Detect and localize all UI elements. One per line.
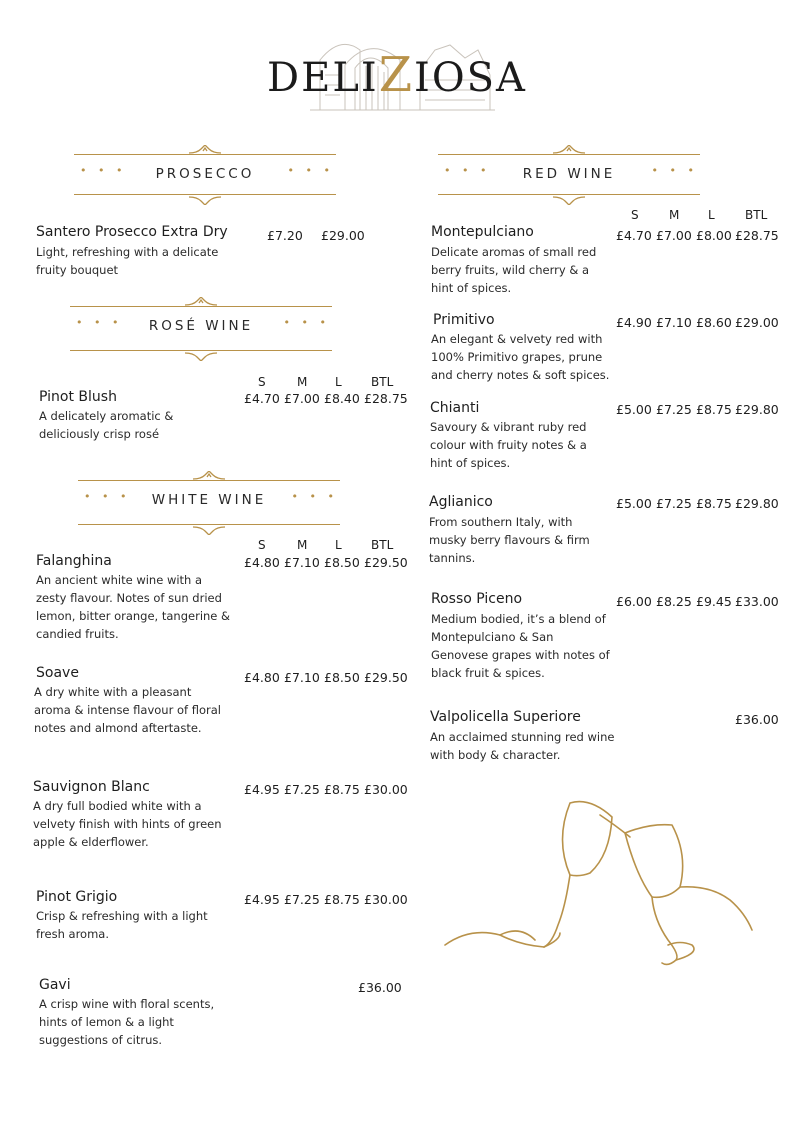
price-large: £8.50: [324, 670, 360, 685]
header-small: S: [258, 375, 266, 389]
ornament-bottom-icon: [191, 525, 227, 535]
wine-name: Soave: [36, 665, 79, 681]
logo-text-part2: IOSA: [414, 55, 527, 101]
price-bottle: £29.80: [735, 496, 779, 511]
header-small: S: [631, 208, 639, 222]
wine-description: A dry white with a pleasant aroma & intense flavour of floral notes and almond aftertaste.: [34, 685, 221, 735]
price-medium: £7.10: [284, 670, 320, 685]
price-small: £5.00: [616, 496, 652, 511]
wine-description: Savoury & vibrant ruby red colour with fruity notes & a hint of spices.: [430, 420, 587, 470]
rose-banner: [70, 298, 332, 356]
price-bottle: £28.75: [735, 228, 779, 243]
header-large: L: [335, 538, 342, 552]
header-large: L: [708, 208, 715, 222]
price-large: £8.50: [324, 555, 360, 570]
price-large: £9.45: [696, 594, 732, 609]
ornament-bottom-icon: [187, 195, 223, 205]
header-large: L: [335, 375, 342, 389]
price-large: £8.00: [696, 228, 732, 243]
header-medium: M: [297, 538, 308, 552]
decor-dots-right: • • •: [291, 490, 338, 503]
price-small: £4.80: [244, 555, 280, 570]
red-banner: [438, 146, 700, 204]
logo-text-part1: DELI: [267, 55, 379, 101]
white-banner: [78, 472, 340, 530]
price-bottle: £33.00: [735, 594, 779, 609]
price-medium: £7.10: [284, 555, 320, 570]
header-medium: M: [669, 208, 680, 222]
price-large: £8.60: [696, 315, 732, 330]
price-bottle: £36.00: [358, 980, 402, 995]
price-medium: £7.00: [656, 228, 692, 243]
price-bottle: £30.00: [364, 782, 408, 797]
price-bottle: £29.50: [364, 670, 408, 685]
ornament-bottom-icon: [183, 351, 219, 361]
wine-description: An elegant & velvety red with 100% Primitivo grapes, prune and cherry notes & soft spices.: [431, 332, 610, 382]
price-small: £4.95: [244, 892, 280, 907]
logo-text-z: Z: [378, 47, 415, 103]
header-bottle: BTL: [745, 208, 768, 222]
header-bottle: BTL: [371, 375, 394, 389]
price-bottle: £36.00: [735, 712, 779, 727]
price-bottle: £29.80: [735, 402, 779, 417]
wine-name: Gavi: [39, 977, 71, 993]
section-title-prosecco: PROSECCO: [155, 166, 255, 182]
price-small: £4.80: [244, 670, 280, 685]
price-bottle: £29.50: [364, 555, 408, 570]
wine-description: A dry full bodied white with a velvety finish with hints of green apple & elderflower.: [33, 799, 222, 849]
header-bottle: BTL: [371, 538, 394, 552]
wine-name: Chianti: [430, 400, 480, 416]
wine-glasses-illustration: [440, 795, 760, 975]
wine-description: Crisp & refreshing with a light fresh aroma.: [36, 909, 208, 941]
ornament-bottom-icon: [551, 195, 587, 205]
price-bottle: £29.00: [321, 228, 365, 243]
header-medium: M: [297, 375, 308, 389]
price-medium: £8.25: [656, 594, 692, 609]
wine-name: Valpolicella Superiore: [430, 709, 581, 725]
decor-dots-left: • • •: [84, 490, 131, 503]
wine-name: Falanghina: [36, 553, 112, 569]
prosecco-banner: [74, 146, 336, 204]
brand-logo: [0, 47, 794, 103]
wine-name: Pinot Blush: [39, 389, 117, 405]
decor-dots-right: • • •: [651, 164, 698, 177]
price-medium: £7.00: [284, 391, 320, 406]
price-small: £4.90: [616, 315, 652, 330]
header-small: S: [258, 538, 266, 552]
price-medium: £7.10: [656, 315, 692, 330]
decor-dots-left: • • •: [76, 316, 123, 329]
decor-dots-right: • • •: [287, 164, 334, 177]
price-bottle: £29.00: [735, 315, 779, 330]
decor-dots-right: • • •: [283, 316, 330, 329]
section-title-rose: ROSÉ WINE: [148, 318, 254, 334]
price-small: £4.70: [616, 228, 652, 243]
price-medium: £7.25: [656, 402, 692, 417]
wine-description: Light, refreshing with a delicate fruity bouquet: [36, 245, 219, 277]
wine-name: Montepulciano: [431, 224, 534, 240]
price-large: £8.40: [324, 391, 360, 406]
wine-name: Pinot Grigio: [36, 889, 118, 905]
price-bottle: £28.75: [364, 391, 408, 406]
price-large: £8.75: [696, 402, 732, 417]
wine-name: Aglianico: [429, 494, 493, 510]
price-glass: £7.20: [267, 228, 303, 243]
wine-name: Rosso Piceno: [431, 591, 523, 607]
wine-description: From southern Italy, with musky berry flavours & firm tannins.: [429, 515, 590, 565]
price-small: £4.95: [244, 782, 280, 797]
wine-description: Delicate aromas of small red berry fruits, wild cherry & a hint of spices.: [431, 245, 597, 295]
price-small: £5.00: [616, 402, 652, 417]
decor-dots-left: • • •: [80, 164, 127, 177]
wine-description: A crisp wine with floral scents, hints of lemon & a light suggestions of citrus.: [39, 997, 215, 1047]
price-large: £8.75: [324, 892, 360, 907]
price-large: £8.75: [696, 496, 732, 511]
price-medium: £7.25: [284, 782, 320, 797]
price-medium: £7.25: [656, 496, 692, 511]
price-medium: £7.25: [284, 892, 320, 907]
wine-name: Sauvignon Blanc: [33, 779, 150, 795]
wine-description: A delicately aromatic & deliciously crisp rosé: [39, 409, 174, 441]
wine-description: An acclaimed stunning red wine with body & character.: [430, 730, 615, 762]
section-title-white: WHITE WINE: [151, 492, 267, 508]
wine-name: Primitivo: [433, 312, 495, 328]
wine-description: Medium bodied, it’s a blend of Montepulciano & San Genovese grapes with notes of black fruit & spices.: [431, 612, 610, 680]
price-large: £8.75: [324, 782, 360, 797]
decor-dots-left: • • •: [444, 164, 491, 177]
section-title-red: RED WINE: [522, 166, 616, 182]
wine-description: An ancient white wine with a zesty flavour. Notes of sun dried lemon, bitter orange, tangerine & candied fruits.: [36, 573, 230, 641]
price-small: £6.00: [616, 594, 652, 609]
price-bottle: £30.00: [364, 892, 408, 907]
price-small: £4.70: [244, 391, 280, 406]
wine-name: Santero Prosecco Extra Dry: [36, 224, 228, 240]
